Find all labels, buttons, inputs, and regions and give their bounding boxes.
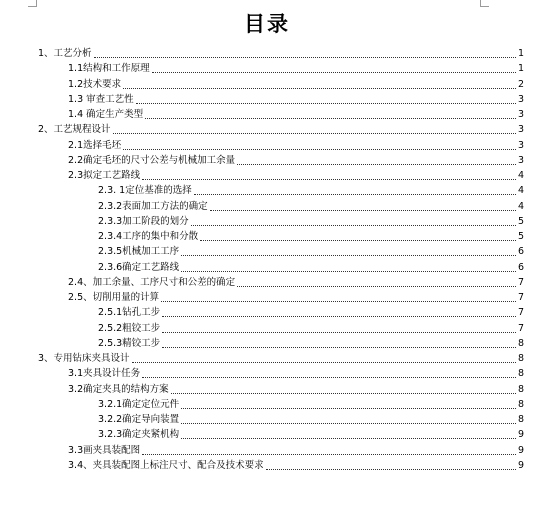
toc-entry[interactable] (98, 321, 524, 336)
toc-entry-page-number: 6 (518, 246, 525, 258)
dot-leader (181, 438, 516, 439)
toc-entry-label: 1.3 审查工艺性 (68, 93, 134, 105)
toc-entry-label: 2.5.2粗铰工步 (98, 322, 161, 334)
toc-entry-page-number: 1 (518, 63, 525, 75)
dot-leader (113, 133, 516, 134)
toc-entry-label: 2.3拟定工艺路线 (68, 170, 141, 181)
page-corner-mark-right (480, 0, 489, 7)
toc-entry[interactable] (68, 382, 524, 397)
toc-entry-page-number: 3 (518, 93, 525, 105)
toc-entry-label: 1.2技术要求 (68, 78, 122, 90)
toc-entry-label: 1.1结构和工作原理 (68, 63, 150, 75)
toc-entry-label: 2.3.4工序的集中和分散 (98, 231, 199, 242)
toc-entry-label: 3.2确定夹具的结构方案 (68, 383, 169, 395)
toc-entry[interactable] (98, 336, 524, 351)
toc-entry[interactable] (98, 260, 524, 275)
dot-leader (132, 362, 516, 363)
toc-entry-label: 2.5.1钻孔工步 (98, 307, 161, 319)
toc-entry-page-number: 9 (518, 459, 525, 471)
toc-entry-label: 3.2.1确定定位元件 (98, 398, 180, 410)
toc-entry-label: 3.3画夹具装配图 (68, 444, 141, 456)
toc-entry-page-number: 5 (518, 231, 525, 242)
toc-entry-label: 2.3. 1定位基准的选择 (98, 185, 192, 197)
toc-entry-page-number: 8 (518, 398, 525, 410)
toc-entry-page-number: 5 (518, 215, 525, 227)
toc-entry-page-number: 1 (518, 48, 525, 59)
toc-entry[interactable] (68, 92, 524, 107)
toc-entry-page-number: 3 (518, 124, 525, 136)
toc-entry[interactable] (68, 77, 524, 92)
toc-entry-label: 2.4、加工余量、工序尺寸和公差的确定 (68, 276, 236, 288)
toc-entry-page-number: 8 (518, 337, 525, 349)
toc-entry[interactable] (98, 427, 524, 442)
toc-entry[interactable] (68, 61, 524, 76)
toc-entry[interactable] (68, 458, 524, 473)
toc-entry-label: 2.3.3加工阶段的划分 (98, 215, 189, 227)
toc-entry[interactable] (98, 229, 524, 244)
toc-entry[interactable] (68, 290, 524, 305)
toc-entry-page-number: 4 (518, 170, 525, 181)
toc-entry[interactable] (68, 153, 524, 168)
toc-entry[interactable] (38, 351, 524, 366)
toc-entry[interactable] (98, 199, 524, 214)
dot-leader (136, 103, 516, 104)
toc-entry-label: 3.2.3确定夹紧机构 (98, 429, 180, 441)
toc-entry[interactable] (68, 443, 524, 458)
dot-leader (194, 194, 516, 195)
dot-leader (162, 347, 516, 348)
dot-leader (145, 118, 516, 119)
toc-entry-label: 1.4 确定生产类型 (68, 109, 144, 120)
toc-entry-page-number: 3 (518, 109, 525, 120)
toc-entry-page-number: 8 (518, 353, 525, 364)
toc-entry-page-number: 4 (518, 185, 525, 197)
toc-entry[interactable] (38, 46, 524, 61)
dot-leader (191, 225, 516, 226)
dot-leader (237, 286, 516, 287)
toc-entry[interactable] (98, 412, 524, 427)
toc-entry-label: 1、工艺分析 (38, 48, 92, 59)
dot-leader (152, 72, 516, 73)
toc-entry[interactable] (98, 244, 524, 259)
toc-entry[interactable] (68, 107, 524, 122)
toc-entry-page-number: 8 (518, 368, 525, 380)
toc-entry-page-number: 8 (518, 414, 525, 425)
dot-leader (161, 301, 516, 302)
dot-leader (142, 377, 516, 378)
dot-leader (123, 88, 516, 89)
toc-entry[interactable] (68, 138, 524, 153)
toc-entry-page-number: 8 (518, 383, 525, 395)
toc-entry-label: 2.2确定毛坯的尺寸公差与机械加工余量 (68, 154, 236, 166)
toc-entry[interactable] (68, 275, 524, 290)
toc-entry[interactable] (98, 214, 524, 229)
dot-leader (94, 57, 516, 58)
toc-entry-label: 2.5.3精铰工步 (98, 337, 161, 349)
toc-title: 目录 (244, 11, 290, 36)
toc-entry-label: 3.1夹具设计任务 (68, 368, 141, 380)
toc-entry[interactable] (38, 122, 524, 137)
toc-entry-label: 2.1选择毛坯 (68, 139, 122, 151)
dot-leader (142, 179, 516, 180)
toc-entry-page-number: 6 (518, 261, 525, 273)
dot-leader (123, 149, 516, 150)
dot-leader (171, 393, 516, 394)
toc-entry-page-number: 3 (518, 139, 525, 151)
toc-entry-page-number: 7 (518, 276, 525, 288)
toc-entry-label: 3.4、夹具装配图上标注尺寸、配合及技术要求 (68, 459, 264, 471)
toc-entry[interactable] (68, 366, 524, 381)
toc-entry[interactable] (98, 397, 524, 412)
dot-leader (181, 423, 516, 424)
toc-entry-page-number: 4 (518, 200, 525, 212)
dot-leader (181, 255, 516, 256)
toc-entry-label: 2.3.6确定工艺路线 (98, 261, 180, 273)
toc-entry[interactable] (98, 305, 524, 320)
toc-entry[interactable] (68, 168, 524, 183)
toc-entry-page-number: 7 (518, 292, 525, 303)
toc-entry-page-number: 7 (518, 322, 525, 334)
dot-leader (237, 164, 516, 165)
dot-leader (266, 469, 516, 470)
toc-entry-label: 3、专用钻床夹具设计 (38, 353, 130, 364)
toc-entry-page-number: 9 (518, 444, 525, 456)
dot-leader (181, 271, 516, 272)
toc-entry-page-number: 2 (518, 78, 525, 90)
toc-entry-page-number: 3 (518, 154, 525, 166)
dot-leader (210, 210, 516, 211)
dot-leader (181, 408, 516, 409)
toc-entry-label: 2.5、切削用量的计算 (68, 292, 160, 303)
dot-leader (162, 316, 516, 317)
dot-leader (200, 240, 516, 241)
toc-entry-label: 2.3.5机械加工工序 (98, 246, 180, 258)
dot-leader (142, 454, 516, 455)
page-corner-mark-left (28, 0, 37, 7)
toc-entry[interactable] (98, 183, 524, 198)
toc-entry-label: 3.2.2确定导向装置 (98, 414, 180, 425)
toc-entry-page-number: 9 (518, 429, 525, 441)
dot-leader (162, 332, 516, 333)
toc-entry-label: 2、工艺规程设计 (38, 124, 111, 136)
toc-entry-page-number: 7 (518, 307, 525, 319)
toc-entry-label: 2.3.2表面加工方法的确定 (98, 200, 208, 212)
